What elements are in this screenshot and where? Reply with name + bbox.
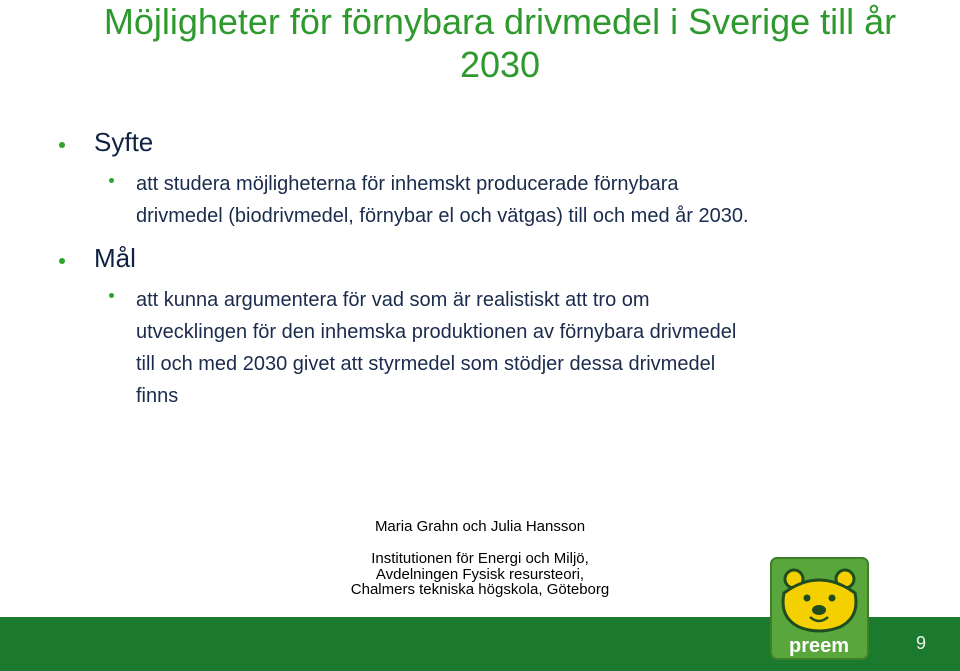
syfte-heading: Syfte <box>94 127 154 157</box>
preem-logo-icon <box>768 555 871 662</box>
bullet-dot <box>59 142 65 148</box>
bullet-dot <box>109 293 114 298</box>
institution-line-1: Institutionen för Energi och Miljö, <box>371 550 589 567</box>
mal-line-2: utvecklingen för den inhemska produktionen av förnybara drivmedel <box>136 321 737 343</box>
institution-line-2: Avdelningen Fysisk resursteori, <box>375 566 585 583</box>
syfte-line-2: drivmedel (biodrivmedel, förnybar el och vätgas) till och med år 2030. <box>136 205 749 227</box>
syfte-line-1: att studera möjligheterna för inhemskt producerade förnybara <box>136 173 679 195</box>
bullet-dot <box>109 178 114 183</box>
mal-line-3: till och med 2030 givet att styrmedel som stödjer dessa drivmedel <box>136 353 716 375</box>
page-number: 9 <box>915 633 926 653</box>
institution-line-3: Chalmers tekniska högskola, Göteborg <box>350 581 610 598</box>
mal-line-1: att kunna argumentera för vad som är realistiskt att tro om <box>136 289 650 311</box>
preem-logo <box>768 555 871 662</box>
mal-heading: Mål <box>94 243 136 273</box>
logo-text: preem <box>788 635 850 657</box>
mal-line-4: finns <box>136 385 179 407</box>
authors: Maria Grahn och Julia Hansson <box>374 518 586 535</box>
bullet-dot <box>59 258 65 264</box>
slide-title: Möjligheter för förnybara drivmedel i Sverige till år 2030 <box>103 1 897 85</box>
